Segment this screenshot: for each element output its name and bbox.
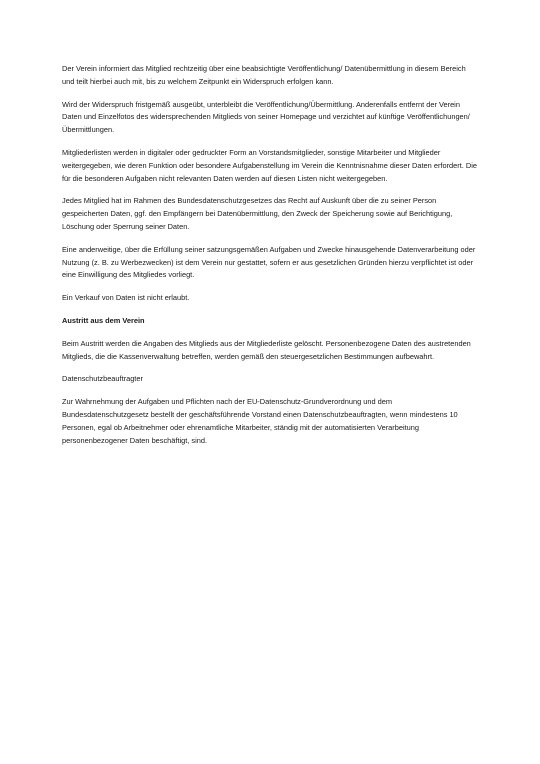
heading-austritt: Austritt aus dem Verein (62, 315, 145, 325)
paragraph-publication-notice: Der Verein informiert das Mitglied rechtzeitig über eine beabsichtigte Veröffentlichung/ Datenübermittlung in diesem Bereich und teilt hierbei auch mit, bis zu welchem Zeitpunkt ein Widerspruch erfolgen kann. (62, 64, 466, 86)
paragraph-objection: Wird der Widerspruch fristgemäß ausgeübt, unterbleibt die Veröffentlichung/Übermittlung. Anderenfalls entfernt der Verein Daten und Einzelfotos des widersprechenden Mitglieds von seiner Homepage und verzichtet auf künftige Veröffentlichungen/Übermittlungen. (62, 99, 470, 135)
paragraph-member-lists: Mitgliederlisten werden in digitaler oder gedruckter Form an Vorstandsmitglieder, sonstige Mitarbeiter und Mitglieder weitergegeben, wie deren Funktion oder besondere Aufgabenstellung im Verein die Kenntnisnahme dieser Daten erfordert. Die für die besonderen Aufgaben nicht relevanten Daten werden auf diesen Listen nicht weitergegeben. (62, 147, 477, 183)
paragraph-no-sale: Ein Verkauf von Daten ist nicht erlaubt. (62, 293, 190, 303)
paragraph-austritt: Beim Austritt werden die Angaben des Mitglieds aus der Mitgliederliste gelöscht. Personenbezogene Daten des austretenden Mitglieds, die die Kassenverwaltung betreffen, werden gemäß den steuergesetzlichen Bestimmungen aufbewahrt. (62, 338, 471, 361)
paragraph-datenschutzbeauftragter: Zur Wahrnehmung der Aufgaben und Pflichten nach der EU-Datenschutz-Grundverordnung und dem Bundesdatenschutzgesetz bestellt der geschäftsführende Vorstand einen Datenschutzbeauftragten, wenn mindestens 10 Personen, egal ob Arbeitnehmer oder ehrenamtliche Mitarbeiter, ständig mit der automatisierten Verarbeitung personenbezogener Daten beschäftigt, sind. (62, 397, 458, 445)
paragraph-other-processing: Eine anderweitige, über die Erfüllung seiner satzungsgemäßen Aufgaben und Zwecke hinausgehende Datenverarbeitung oder Nutzung (z. B. zu Werbezwecken) ist dem Verein nur gestattet, sofern er aus gesetzlichen Gründen hierzu verpflichtet ist oder eine Einwilligung des Mitgliedes vorliegt. (62, 244, 476, 280)
heading-datenschutzbeauftragter: Datenschutzbeauftragter (62, 374, 143, 384)
document-page (62, 63, 480, 457)
paragraph-right-to-information: Jedes Mitglied hat im Rahmen des Bundesdatenschutzgesetzes das Recht auf Auskunft über die zu seiner Person gespeicherten Daten, ggf. den Empfängern bei Datenübermittlung, den Zweck der Speicherung sowie auf Berichtigung, Löschung oder Sperrung seiner Daten. (62, 196, 453, 231)
